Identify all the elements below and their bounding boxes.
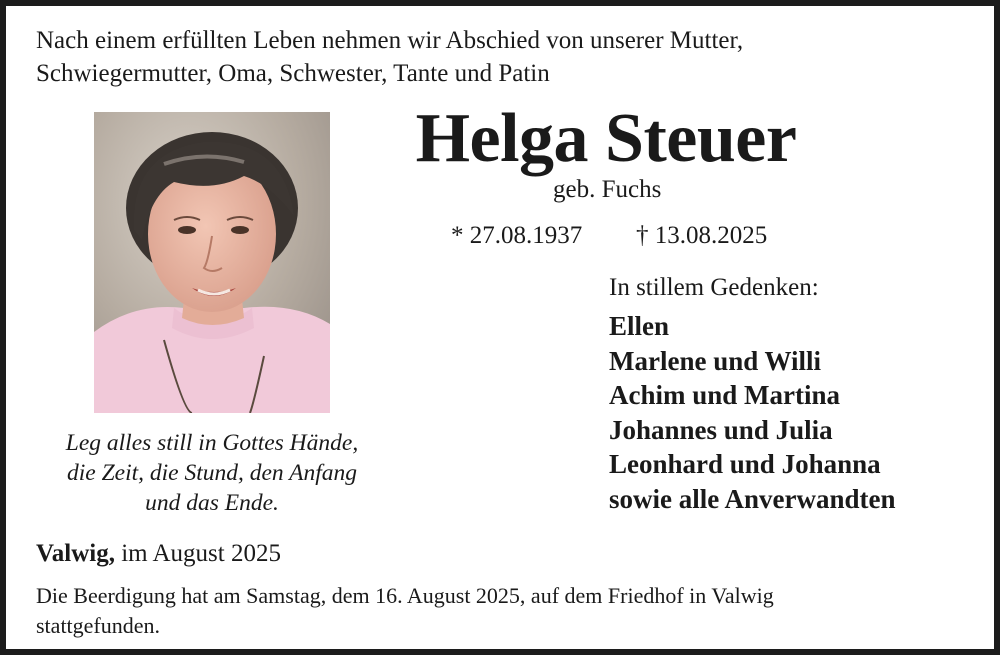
intro-line-1: Nach einem erfüllten Leben nehmen wir Abschied von unserer Mutter, [36,27,744,54]
verse-line-3: und das Ende. [145,490,279,516]
memory-heading: In stillem Gedenken: [609,274,819,301]
mourner-item: Marlene und Willi [609,345,822,376]
verse-line-2: die Zeit, die Stund, den Anfang [66,460,358,486]
maiden-name: geb. Fuchs [553,176,662,203]
mourners-list [609,309,896,516]
date-text: im August 2025 [114,540,281,567]
mourner-item: Ellen [609,311,670,341]
intro-line-2: Schwiegermutter, Oma, Schwester, Tante und Patin [36,60,550,87]
funeral-line-2: stattgefunden. [36,613,161,638]
funeral-line-1: Die Beerdigung hat am Samstag, dem 16. August 2025, auf dem Friedhof in Valwig [36,583,774,608]
birth-date: * 27.08.1937 [451,222,583,249]
portrait-illustration [94,112,330,413]
intro-text [36,24,986,90]
mourner-item: sowie alle Anverwandten [609,483,896,514]
deceased-name: Helga Steuer [415,100,797,177]
place-and-date [36,537,281,571]
funeral-info [36,581,986,641]
verse-line-1: Leg alles still in Gottes Hände, [65,430,359,456]
death-date: † 13.08.2025 [636,222,768,249]
mourner-item: Johannes und Julia [609,414,833,445]
mourner-item: Achim und Martina [609,380,841,410]
verse-quote [34,428,390,518]
mourner-item: Leonhard und Johanna [609,449,881,479]
portrait-photo [94,112,330,413]
place-name: Valwig, [36,540,115,567]
